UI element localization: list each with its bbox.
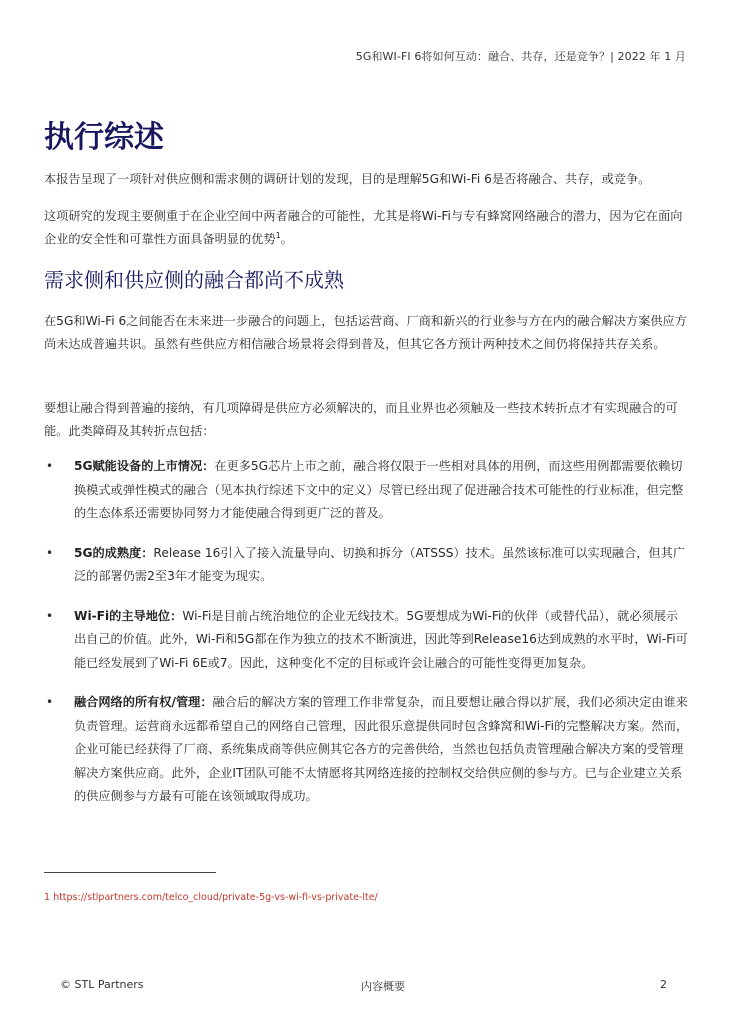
running-header: 5G和WI-FI 6将如何互动：融合、共存，还是竞争？| 2022 年 1 月: [355, 50, 686, 63]
bullet-item: [44, 455, 690, 526]
bullet-item: [44, 691, 690, 809]
page-number: 2: [660, 978, 667, 991]
bullet-text: Wi-Fi是目前占统治地位的企业无线技术。5G要想成为Wi-Fi的伙伴（或替代品），就必须展示出自己的价值。此外，Wi-Fi和5G都在作为独立的技术不断演进，因此等到Release16达到成熟的水平时，Wi-Fi可能已经发展到了Wi-Fi 6E或7。因此，这种变化不定的目标或许会让融合的可能性变得更加复杂。: [74, 608, 688, 670]
bullet-dot-icon: •: [46, 608, 54, 623]
body-paragraph-2: 要想让融合得到普遍的接纳，有几项障碍是供应方必须解决的，而且业界也必须触及一些技术转折点才有实现融合的可能。此类障碍及其转折点包括：: [44, 401, 678, 438]
bullet-dot-icon: •: [46, 695, 54, 709]
bullet-item: [44, 542, 690, 589]
bullet-list: [44, 455, 690, 809]
bullet-lead: 融合网络的所有权/管理：: [74, 695, 213, 709]
footnote-link[interactable]: 1 https://stlpartners.com/telco_cloud/private-5g-vs-wi-fi-vs-private-lte/: [44, 892, 378, 903]
bullet-dot-icon: •: [46, 459, 54, 473]
intro-paragraph-2: [44, 205, 690, 251]
bullet-lead: 5G赋能设备的上市情况：: [74, 459, 215, 473]
bullet-lead: 5G的成熟度：: [74, 545, 154, 560]
body-paragraph-1: 在5G和Wi-Fi 6之间能否在未来进一步融合的问题上，包括运营商、厂商和新兴的行业参与方在内的融合解决方案供应方尚未达成普遍共识。虽然有些供应方相信融合场景将会得到普及，但其它各方预计两种技术之间仍将保持共存关系。: [44, 314, 687, 351]
intro-paragraph-2-text: 这项研究的发现主要侧重于在企业空间中两者融合的可能性，尤其是将Wi-Fi与专有蜂窝网络融合的潜力，因为它在面向企业的安全性和可靠性方面具备明显的优势: [44, 209, 683, 246]
page-title: 执行综述: [44, 120, 164, 155]
subsection-title: 需求侧和供应侧的融合都尚不成熟: [44, 268, 344, 292]
intro-paragraph-2-end: 。: [280, 232, 293, 246]
bullet-text: Release 16引入了接入流量导向、切换和拆分（ATSSS）技术。虽然该标准可以实现融合，但其广泛的部署仍需2至3年才能变为现实。: [74, 545, 686, 583]
footer-section: 内容概要: [361, 980, 405, 993]
bullet-text: 融合后的解决方案的管理工作非常复杂，而且要想让融合得以扩展，我们必须决定由谁来负责管理。运营商永远都希望自己的网络自己管理，因此很乐意提供同时包含蜂窝和Wi-Fi的完整解决方案。然而，企业可能已经获得了厂商、系统集成商等供应侧其它各方的完善供给，当然也包括负责管理融合解决方案的受管理解决方案供应商。此外，企业IT团队可能不太情愿将其网络连接的控制权交给供应侧的参与方。已与企业建立关系的供应侧参与方最有可能在该领域取得成功。: [74, 695, 689, 803]
intro-paragraph-1: 本报告呈现了一项针对供应侧和需求侧的调研计划的发现，目的是理解5G和Wi-Fi 6是否将融合、共存，或竞争。: [44, 172, 651, 186]
footnote-divider: [44, 872, 216, 873]
footnote-ref[interactable]: 1: [275, 230, 281, 240]
bullet-lead: Wi-Fi的主导地位：: [74, 608, 183, 623]
bullet-dot-icon: •: [46, 545, 54, 560]
footer-copyright: © STL Partners: [60, 978, 144, 991]
bullet-item: [44, 605, 690, 676]
bullet-text: 在更多5G芯片上市之前，融合将仅限于一些相对具体的用例，而这些用例都需要依赖切换模式或弹性模式的融合（见本执行综述下文中的定义）尽管已经出现了促进融合技术可能性的行业标准，但完整的生态体系还需要协同努力才能使融合得到更广泛的普及。: [74, 459, 684, 520]
